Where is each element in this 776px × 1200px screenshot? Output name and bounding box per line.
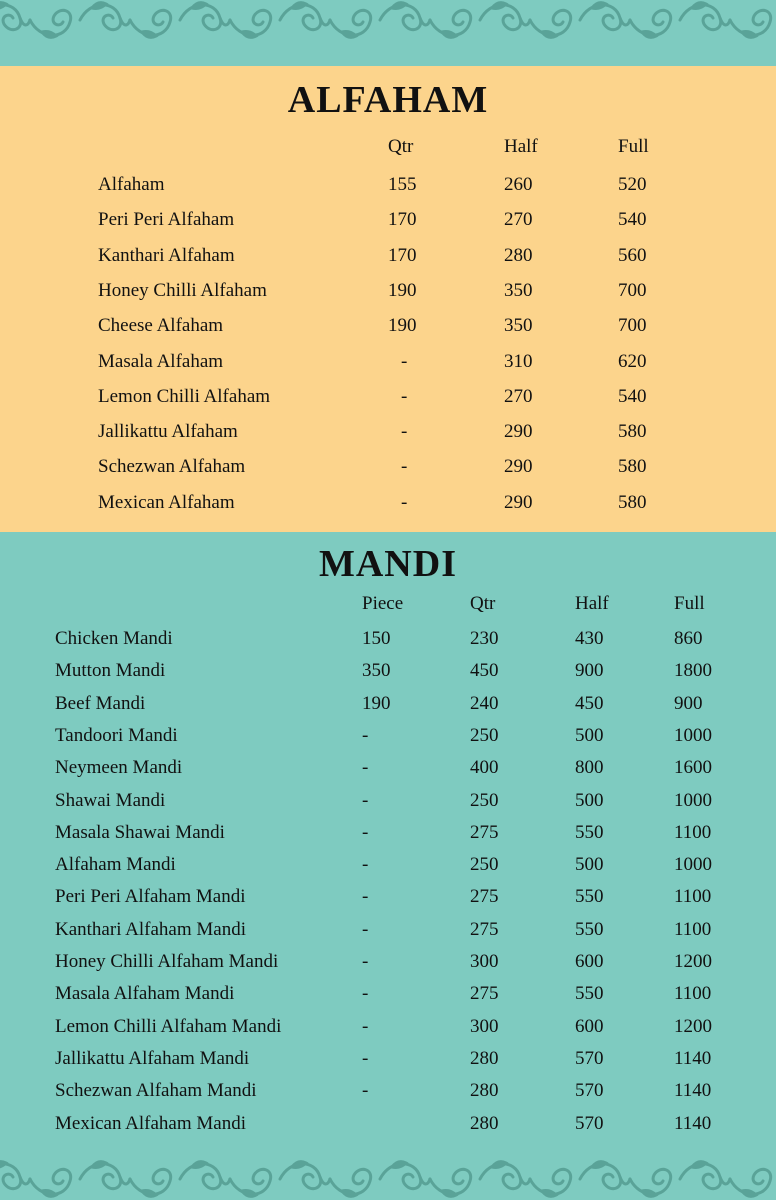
price-half: 290 — [504, 491, 533, 513]
price-qtr: 230 — [470, 628, 499, 649]
price-qtr: 250 — [470, 854, 499, 876]
price-half: 550 — [575, 886, 604, 908]
column-header: Half — [575, 593, 609, 614]
column-header: Piece — [362, 593, 404, 614]
price-qtr: 275 — [470, 983, 499, 1005]
price-full: 1100 — [674, 821, 712, 843]
price-half: 350 — [504, 279, 533, 301]
price-piece: - — [362, 854, 369, 876]
price-half: 550 — [575, 983, 604, 1005]
menu-item-name: Neymeen Mandi — [55, 757, 183, 779]
price-full: 1100 — [674, 886, 712, 908]
price-qtr: 250 — [470, 724, 499, 746]
menu-item-name: Masala Shawai Mandi — [55, 821, 225, 843]
price-qtr: 280 — [470, 1080, 499, 1102]
price-qtr: 275 — [470, 886, 499, 908]
price-piece: - — [362, 951, 369, 972]
price-full: 1140 — [674, 1080, 712, 1102]
alfaham-title: ALFAHAM — [287, 79, 489, 121]
menu-item-name: Peri Peri Alfaham Mandi — [55, 886, 246, 908]
price-qtr: 170 — [388, 244, 417, 266]
top-ornament-border — [0, 0, 776, 40]
column-header: Full — [674, 593, 705, 614]
price-half: 800 — [575, 757, 604, 779]
menu-item-name: Chicken Mandi — [55, 628, 173, 649]
menu-item-name: Lemon Chilli Alfaham Mandi — [55, 1015, 282, 1037]
price-qtr: 450 — [470, 660, 499, 682]
price-qtr: 155 — [388, 174, 417, 195]
price-qtr: - — [401, 491, 408, 513]
column-header: Half — [504, 136, 538, 157]
price-full: 1800 — [674, 660, 712, 682]
price-full: 1000 — [674, 724, 712, 746]
price-piece: - — [362, 1015, 369, 1037]
mandi-section — [0, 532, 776, 1158]
price-qtr: 240 — [470, 692, 499, 714]
price-piece: - — [362, 918, 369, 940]
price-half: 500 — [575, 789, 604, 811]
price-half: 280 — [504, 244, 533, 266]
price-qtr: 275 — [470, 821, 499, 843]
price-qtr: 280 — [470, 1047, 499, 1069]
price-full: 580 — [618, 421, 647, 443]
column-header: Qtr — [388, 136, 414, 157]
price-piece: - — [362, 789, 369, 811]
price-qtr: - — [401, 456, 408, 478]
price-qtr: - — [401, 421, 408, 443]
price-full: 540 — [618, 209, 647, 231]
price-half: 450 — [575, 692, 604, 714]
price-qtr: 400 — [470, 757, 499, 779]
menu-item-name: Mutton Mandi — [55, 660, 166, 682]
price-full: 700 — [618, 279, 647, 301]
price-half: 570 — [575, 1112, 604, 1134]
price-half: 900 — [575, 660, 604, 682]
price-piece: - — [362, 1080, 369, 1102]
menu-item-name: Masala Alfaham Mandi — [55, 983, 235, 1005]
price-qtr: 300 — [470, 1015, 499, 1037]
swirl-ornament-icon — [0, 0, 776, 40]
price-full: 1200 — [674, 1015, 712, 1037]
price-half: 290 — [504, 421, 533, 443]
menu-item-name: Mexican Alfaham Mandi — [55, 1112, 247, 1134]
price-full: 700 — [618, 315, 647, 337]
menu-item-name: Lemon Chilli Alfaham — [98, 385, 271, 407]
price-piece: 350 — [362, 660, 391, 682]
price-half: 290 — [504, 456, 533, 478]
price-full: 860 — [674, 628, 703, 649]
price-qtr: 190 — [388, 279, 417, 301]
price-qtr: - — [401, 350, 408, 372]
price-half: 430 — [575, 628, 604, 649]
price-full: 1600 — [674, 757, 712, 779]
menu-item-name: Honey Chilli Alfaham Mandi — [55, 951, 279, 972]
price-qtr: - — [401, 385, 408, 407]
swirl-ornament-icon — [0, 1158, 776, 1198]
price-full: 560 — [618, 244, 647, 266]
price-full: 520 — [618, 174, 647, 195]
mandi-title: MANDI — [319, 543, 457, 585]
menu-item-name: Beef Mandi — [55, 692, 146, 714]
price-full: 900 — [674, 692, 703, 714]
price-half: 500 — [575, 724, 604, 746]
menu-item-name: Tandoori Mandi — [55, 724, 178, 746]
price-piece: - — [362, 757, 369, 779]
price-half: 550 — [575, 821, 604, 843]
column-header: Qtr — [470, 593, 496, 614]
price-half: 600 — [575, 1015, 604, 1037]
price-half: 260 — [504, 174, 533, 195]
price-full: 1140 — [674, 1047, 712, 1069]
price-qtr: 280 — [470, 1112, 499, 1134]
menu-item-name: Masala Alfaham — [98, 350, 224, 372]
menu-item-name: Alfaham — [98, 174, 165, 195]
price-half: 500 — [575, 854, 604, 876]
price-full: 540 — [618, 385, 647, 407]
price-full: 620 — [618, 350, 647, 372]
price-qtr: 275 — [470, 918, 499, 940]
price-full: 580 — [618, 456, 647, 478]
menu-item-name: Kanthari Alfaham Mandi — [55, 918, 247, 940]
price-piece: 150 — [362, 628, 391, 649]
price-qtr: 250 — [470, 789, 499, 811]
menu-item-name: Schezwan Alfaham — [98, 456, 246, 478]
price-piece: - — [362, 821, 369, 843]
price-qtr: 170 — [388, 209, 417, 231]
price-half: 570 — [575, 1080, 604, 1102]
menu-item-name: Cheese Alfaham — [98, 315, 224, 337]
column-header: Full — [618, 136, 649, 157]
price-full: 1200 — [674, 951, 712, 972]
menu-item-name: Alfaham Mandi — [55, 854, 176, 876]
bottom-ornament-border — [0, 1158, 776, 1198]
price-half: 350 — [504, 315, 533, 337]
menu-item-name: Jallikattu Alfaham — [98, 421, 238, 443]
price-half: 600 — [575, 951, 604, 972]
price-half: 270 — [504, 385, 533, 407]
price-half: 270 — [504, 209, 533, 231]
menu-item-name: Honey Chilli Alfaham — [98, 279, 267, 301]
price-piece: - — [362, 1047, 369, 1069]
price-half: 310 — [504, 350, 533, 372]
price-piece: - — [362, 886, 369, 908]
menu-item-name: Schezwan Alfaham Mandi — [55, 1080, 257, 1102]
price-full: 580 — [618, 491, 647, 513]
price-full: 1100 — [674, 918, 712, 940]
price-half: 550 — [575, 918, 604, 940]
price-full: 1000 — [674, 789, 712, 811]
menu-item-name: Shawai Mandi — [55, 789, 166, 811]
price-piece: - — [362, 983, 369, 1005]
menu-item-name: Jallikattu Alfaham Mandi — [55, 1047, 250, 1069]
menu-item-name: Peri Peri Alfaham — [98, 209, 235, 231]
price-full: 1140 — [674, 1112, 712, 1134]
alfaham-section — [0, 66, 776, 532]
price-qtr: 300 — [470, 951, 499, 972]
menu-item-name: Mexican Alfaham — [98, 491, 235, 513]
price-full: 1000 — [674, 854, 712, 876]
price-full: 1100 — [674, 983, 712, 1005]
price-half: 570 — [575, 1047, 604, 1069]
price-qtr: 190 — [388, 315, 417, 337]
price-piece: 190 — [362, 692, 391, 714]
price-piece: - — [362, 724, 369, 746]
menu-item-name: Kanthari Alfaham — [98, 244, 235, 266]
